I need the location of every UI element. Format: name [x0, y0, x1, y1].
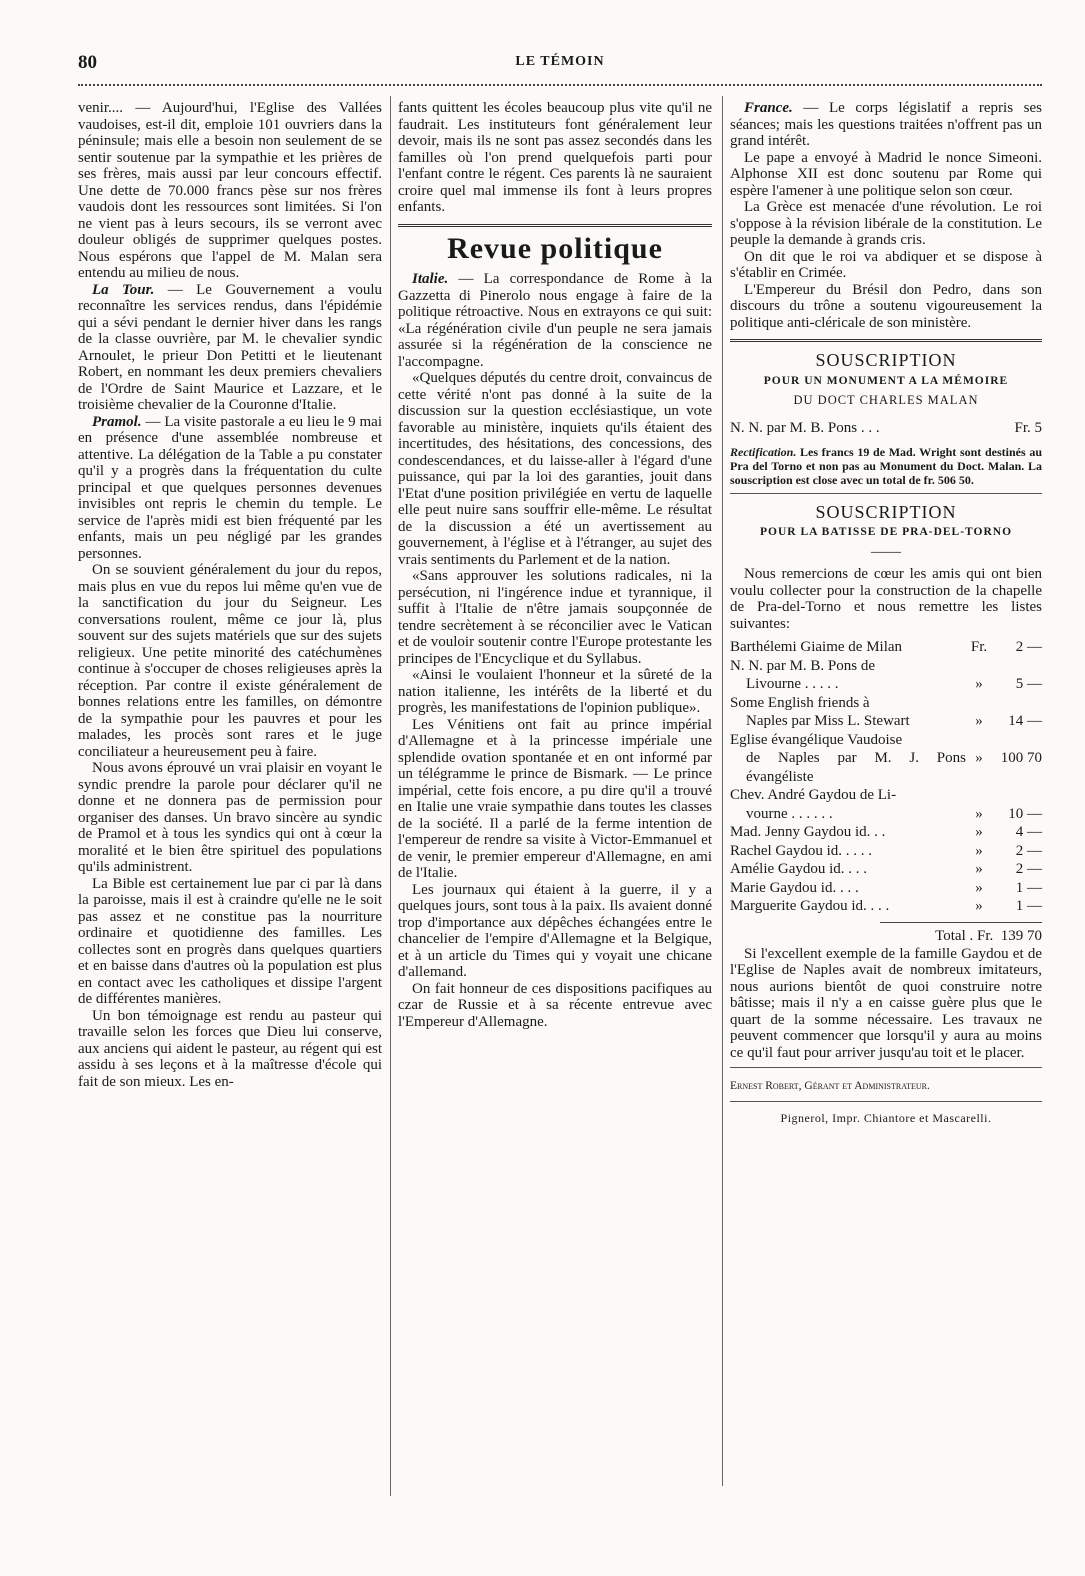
subscription-entry-cont [730, 805, 1042, 824]
paragraph: «Quelques députés du centre droit, convaincus de cette vérité n'ont pas donné à la suite de la discussion sur la question ecclésiastique, un vote favorable au ministère, inquiets qu'ils étaient des incertitudes, des hésitations, des concessions, des condescendances, et du laisse-aller à l'égard d'une puissance, qui par la loi des garanties, jouit dans l'Etat d'une position privilégiée en vertu de laquelle elle peut nuire sans souffrir elle-même. Le résultat de la discussion a été un avertissement au gouvernement, à l'église et à l'étranger, au sujet des vrais sentiments du Parlement et de la nation. [398, 370, 712, 568]
paragraph: Le pape a envoyé à Madrid le nonce Simeoni. Alphonse XII est donc soutenu par Rome qui espère l'amener à une politique selon son cœur. [730, 149, 1042, 199]
page-number: 80 [78, 52, 97, 73]
paragraph: venir.... — Aujourd'hui, l'Eglise des Vallées vaudoises, est-il dit, emploie 101 ouvriers dans la péninsule; mais elle a besoin non seulement de se sentir soutenue par la sympathie et les prières de ses frères, mais aussi par leur concours effectif. Une dette de 70.000 francs pèse sur nos frères vaudois dont les ressources sont limitées. Si l'on ne vient pas à leurs secours, ils se verront avec douleur obligés de supprimer quelques postes. Nous espérons que l'appel de M. Malan sera entendu au milieu de nous. [78, 100, 382, 281]
subscription-entry [730, 823, 1042, 842]
subscription-entry [730, 731, 1042, 750]
total-label: Total . Fr. [935, 927, 994, 944]
entry-name-cont: de Naples par M. J. Pons évangéliste [746, 750, 966, 785]
entry-symbol: » [975, 898, 983, 914]
paragraph: Nous remercions de cœur les amis qui ont bien voulu collecter pour la construction de la chapelle de Pra-del-Torno et nous remettre les listes suivantes: [730, 566, 1042, 632]
entry-name-cont: vourne . . . . . . [746, 805, 833, 822]
paragraph-text: — Le Gouvernement a voulu reconnaître les services rendus, dans l'épidémie qui a sévi pendant le dernier hiver dans les rangs de la classe ouvrière, par M. le chevalier syndic Arnoulet, le prieur Don Petitti et le lieutenant Robert, en nommant les deux premiers chevaliers de l'Ordre de Saint Maurice et Lazzare, et le troisième chevalier de la Couronne d'Italie. [78, 281, 382, 413]
paragraph: «Ainsi le voulaient l'honneur et la sûreté de la nation italienne, les intérêts de la liberté et du progrès, les manifestations de l'opinion publique». [398, 667, 712, 716]
subscription-entry [730, 842, 1042, 861]
column-3 [730, 100, 1042, 1126]
entry-name: N. N. par M. B. Pons de [730, 657, 875, 674]
separator-dash: —— [871, 543, 901, 560]
entry-symbol: » [975, 824, 983, 840]
entry-name-cont: Livourne . . . . . [746, 676, 839, 692]
section-rule [730, 1101, 1042, 1102]
section-rule [398, 224, 712, 227]
entry-amount: Fr. 5 [1014, 419, 1042, 436]
entry-symbol: » [975, 861, 983, 877]
entry-symbol: » [975, 842, 983, 859]
entry-name: Mad. Jenny Gaydou id. . . [730, 824, 886, 840]
subscription-entry [730, 786, 1042, 805]
publisher-credit: Ernest Robert, Gérant et Administrateur. [730, 1080, 930, 1092]
paragraph: Un bon témoignage est rendu au pasteur qui travaille selon les forces que Dieu lui conserve, aux anciens qui aident le pasteur, au régent qui est assidu à ses leçons et à la maîtresse d'école qui fait de son mieux. Les en- [78, 1007, 382, 1090]
subscription-entry [730, 638, 1042, 657]
paragraph: On fait honneur de ces dispositions pacifiques au czar de Russie et à sa récente entrevue avec l'Empereur d'Allemagne. [398, 980, 712, 1030]
entry-amount: 10 — [1008, 805, 1042, 822]
page-header [78, 52, 1042, 76]
entry-symbol: » [975, 713, 983, 729]
subscription-title: SOUSCRIPTION [815, 501, 957, 522]
subscription-entry [730, 657, 1042, 676]
section-rule [730, 1067, 1042, 1068]
subscription-entry-cont [730, 712, 1042, 731]
entry-amount: 5 — [1015, 676, 1042, 692]
paragraph: Nous avons éprouvé un vrai plaisir en voyant le syndic prendre la parole pour déclarer qu'il ne donne et ne donnera pas de permission pour organiser des danses. Un bravo sincère au syndic de Pramol et à tous les syndics qui ont à cœur la moralité et le bien être spirituel des populations qu'ils administrent. [78, 760, 382, 875]
subscription-list [730, 638, 1042, 916]
section-label: La Tour. [92, 281, 155, 298]
paragraph: On se souvient généralement du jour du repos, mais plus en vue du repos lui même qu'en vue de la sanctification du jour du Seigneur. Les conversations roulent, même ce jour là, plus souvent sur des sujets matériels que sur des sujets religieux. Une petite minorité des catéchumènes continue à s'occuper de choses religieuses après la réception. Par contre il existe généralement de bonnes relations entre les familles, on démontre de la sympathie pour les pauvres et pour les malades, les procès sont rares et le juge conciliateur a heureusement peu à faire. [78, 562, 382, 760]
section-rule [730, 493, 1042, 494]
section-label: Italie. [412, 271, 449, 287]
column-2 [398, 100, 712, 1030]
subscription-entry [730, 897, 1042, 916]
printer-credit: Pignerol, Impr. Chiantore et Mascarelli. [780, 1110, 992, 1125]
entry-amount: 2 — [1015, 861, 1042, 877]
subscription-total [880, 922, 1042, 946]
entry-name: Marie Gaydou id. . . . [730, 879, 859, 896]
subscription-entry-cont [730, 675, 1042, 694]
paragraph: L'Empereur du Brésil don Pedro, dans son discours du trône a soutenu vigoureusement la politique anti-cléricale de son ministère. [730, 281, 1042, 331]
entry-amount: 14 — [1008, 713, 1042, 729]
paragraph-pramol [78, 414, 382, 563]
section-rule [730, 339, 1042, 342]
entry-name: Amélie Gaydou id. . . . [730, 861, 868, 877]
entry-amount: 1 — [1015, 898, 1042, 914]
entry-name: Some English friends à [730, 694, 870, 711]
section-label: France. [744, 100, 793, 116]
paragraph: On dit que le roi va abdiquer et se dispose à s'établir en Crimée. [730, 248, 1042, 281]
paragraph-text: — La visite pastorale a eu lieu le 9 mai en présence d'une assemblée nombreuse et attentive. La délégation de la Table a pu constater qu'il y a progrès dans la fréquentation du culte principal et que quelques personnes devenues invisibles ont repris le chemin du temple. Le service de l'après midi est bien fréquenté par les enfants, mais un peu négligé par les grandes personnes. [78, 413, 382, 562]
subscription-entry [730, 419, 1042, 437]
entry-name: Marguerite Gaydou id. . . . [730, 898, 890, 914]
entry-amount: 100 70 [1000, 750, 1042, 766]
column-1 [78, 100, 382, 1090]
entry-amount: 4 — [1015, 824, 1042, 840]
paragraph: «Sans approuver les solutions radicales, ni la persécution, ni l'ingérence indue et tyrannique, il suffit à l'Italie de n'être jamais soupçonnée de tendre secrètement à se réconcilier avec le Vatican et de vouloir soutenir contre l'Europe protestante les principes de l'Encyclique et du Syllabus. [398, 568, 712, 667]
entry-name: Rachel Gaydou id. . . . . [730, 842, 873, 859]
subscription-title: SOUSCRIPTION [815, 350, 957, 370]
header-rule [78, 84, 1042, 86]
entry-name: N. N. par M. B. Pons . . . [730, 419, 880, 436]
paragraph: La Bible est certainement lue par ci par là dans la paroisse, mais il est à craindre qu'elle ne le soit pas assez et ne constitue pas la nourriture ordinaire et quotidienne des familles. Les collectes sont en progrès dans quelques quartiers et en baisse dans d'autres où la population est plus en contact avec les catholiques et dissipe l'argent de différentes manières. [78, 875, 382, 1007]
section-label: Pramol. [92, 413, 142, 430]
total-amount: 139 70 [1000, 927, 1042, 944]
newspaper-title: LE TÉMOIN [515, 54, 605, 69]
entry-name: Barthélemi Giaime de Milan [730, 639, 903, 655]
entry-symbol: » [975, 805, 983, 822]
column-divider [722, 96, 723, 1486]
paragraph: Si l'excellent exemple de la famille Gaydou et de l'Eglise de Naples avait de nombreux imitateurs, nous aurions bientôt de quoi construire notre bâtisse; mais il n'y a en caisse guère plus que le quart de la somme nécessaire. Les travaux ne peuvent commencer que lorsqu'il y aura au moins ce qu'il faut pour arriver jusqu'au toit et le placer. [730, 945, 1042, 1061]
entry-symbol: » [975, 676, 983, 692]
entry-symbol: » [975, 750, 983, 766]
paragraph-text: — La correspondance de Rome à la Gazzetta di Pinerolo nous engage à faire de la politique rétroactive. Nous en extrayons ce qui suit: «La régénération civile d'un peuple ne sera jamais assurée si la régénération de la conscience ne l'accompagne. [398, 271, 712, 370]
paragraph: Les Vénitiens ont fait au prince impérial d'Allemagne et à la princesse impériale une splendide ovation spontanée et en ont informé par un télégramme le prince de Bismark. — Le prince impérial, cette fois encore, a pu dire qu'il a trouvé en Italie une vraie sympathie dans toutes les classes de la société. Il a parlé de la ferme intention de l'empereur de rendre sa visite à Victor-Emmanuel et de venir, le premier empereur d'Allemagne, en ami de l'Italie. [398, 716, 712, 881]
paragraph-text: — Le corps législatif a repris ses séances; mais les questions traitées n'offrent pas un grand intérêt. [730, 100, 1042, 149]
subscription-subtitle: DU DOCT CHARLES MALAN [793, 393, 979, 407]
rectification-note [730, 445, 1042, 487]
paragraph: Les journaux qui étaient à la guerre, il y a quelques jours, sont tous à la paix. Ils avaient donné trop d'importance aux dépêches échangées entre le chancelier de l'empire d'Allemagne et la Belgique, et à un article du Times qui y voyait une chicane d'allemand. [398, 881, 712, 980]
entry-amount: 2 — [1015, 842, 1042, 859]
entry-name: Chev. André Gaydou de Li- [730, 787, 897, 803]
entry-name-cont: Naples par Miss L. Stewart [746, 713, 910, 729]
paragraph-la-tour [78, 282, 382, 414]
rectification-label: Rectification. [730, 444, 797, 459]
paragraph: La Grèce est menacée d'une révolution. Le roi s'oppose à la révision libérale de la constitution. Le peuple la demande à grands cris. [730, 199, 1042, 248]
paragraph: fants quittent les écoles beaucoup plus vite qu'il ne faudrait. Les instituteurs font généralement leur devoir, mais ils ne sont pas assez secondés dans les familles où l'on prend quelquefois parti pour l'enfant contre le régent. Ces parents là ne sauraient croire quel mal immense ils font à leurs propres enfants. [398, 100, 712, 215]
subscription-entry [730, 694, 1042, 713]
section-heading: Revue politique [447, 231, 663, 265]
subscription-entry [730, 879, 1042, 898]
subscription-subtitle: POUR UN MONUMENT A LA MÉMOIRE [763, 374, 1009, 387]
entry-amount: 1 — [1015, 879, 1042, 896]
rectification-text: Les francs 19 de Mad. Wright sont destinés au Pra del Torno et non pas au Monument du Doct. Malan. La souscription est close avec un total de fr. 506 50. [730, 444, 1042, 487]
paragraph-france [730, 100, 1042, 150]
paragraph-italie [398, 271, 712, 370]
subscription-subtitle: POUR LA BATISSE DE PRA-DEL-TORNO [759, 526, 1013, 538]
entry-symbol: Fr. [970, 639, 988, 655]
entry-amount: 2 — [1015, 639, 1042, 655]
subscription-entry [730, 860, 1042, 879]
entry-name: Eglise évangélique Vaudoise [730, 731, 903, 748]
subscription-entry-cont [730, 749, 1042, 786]
column-divider [390, 96, 391, 1496]
entry-symbol: » [975, 879, 983, 896]
